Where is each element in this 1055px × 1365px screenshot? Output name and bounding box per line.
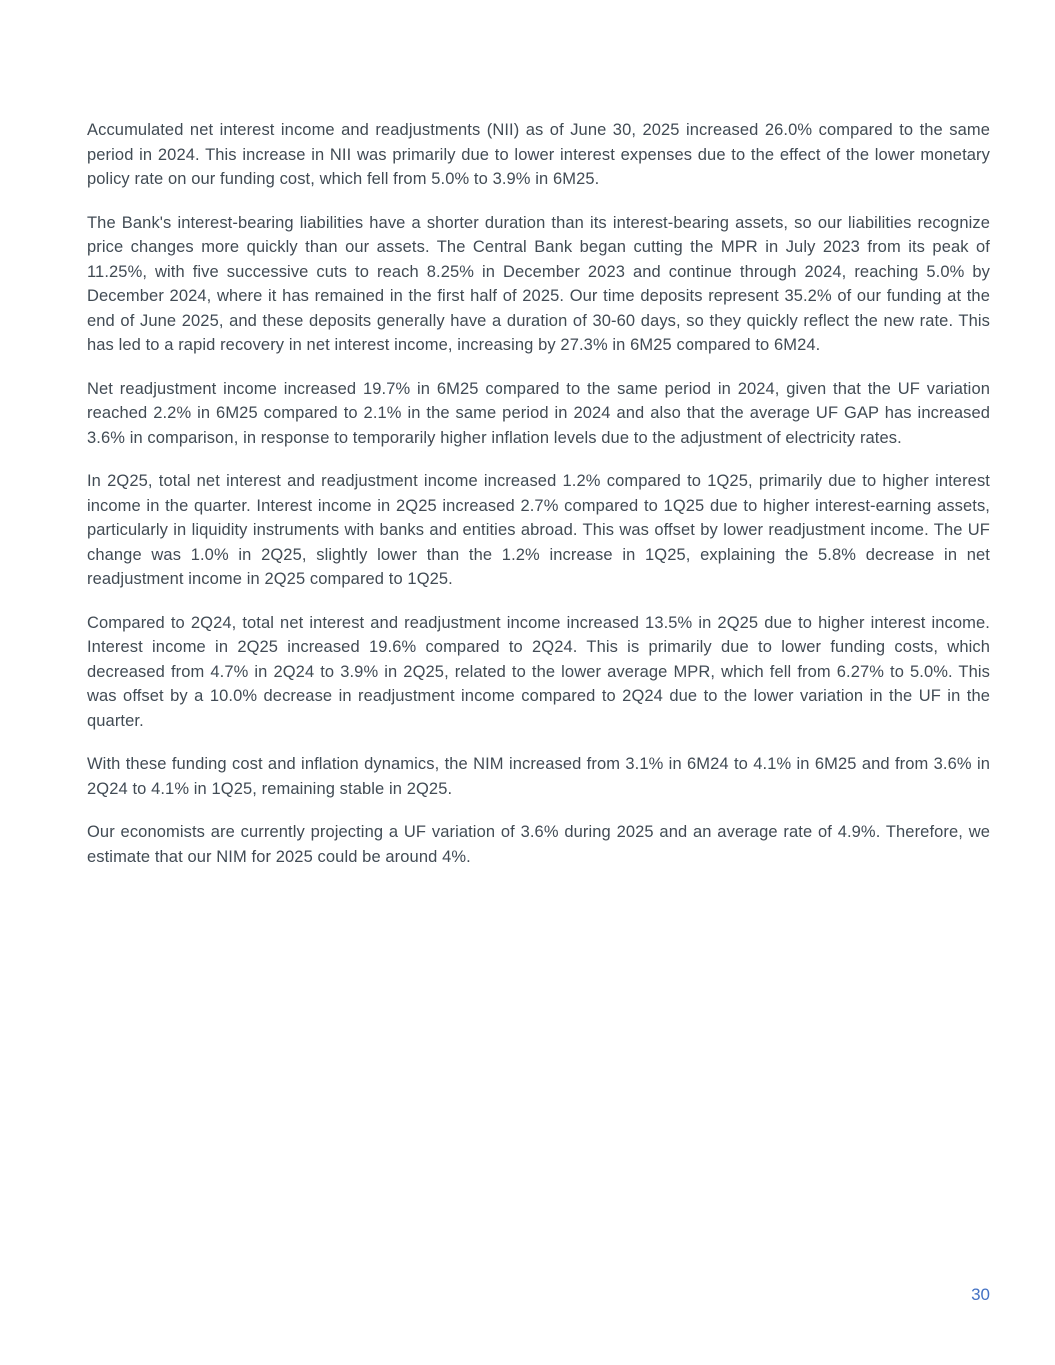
paragraph-2q25-vs-1q25: In 2Q25, total net interest and readjustment income increased 1.2% compared to 1Q25, primarily due to higher interest income in the quarter. Interest income in 2Q25 increased 2.7% compared to 1Q25 due to higher interest-earning assets, particularly in liquidity instruments with banks and entities abroad. This was offset by lower readjustment income. The UF change was 1.0% in 2Q25, slightly lower than the 1.2% increase in 1Q25, explaining the 5.8% decrease in net readjustment income in 2Q25 compared to 1Q25. [87, 472, 990, 588]
document-body [87, 118, 990, 888]
paragraph-liabilities-duration: The Bank's interest-bearing liabilities have a shorter duration than its interest-bearing assets, so our liabilities recognize price changes more quickly than our assets. The Central Bank began cutting the MPR in July 2023 from its peak of 11.25%, with five successive cuts to reach 8.25% in December 2023 and continue through 2024, reaching 5.0% by December 2024, where it has remained in the first half of 2025. Our time deposits represent 35.2% of our funding at the end of June 2025, and these deposits generally have a duration of 30-60 days, so they quickly reflect the new rate. This has led to a rapid recovery in net interest income, increasing by 27.3% in 6M25 compared to 6M24. [87, 213, 990, 354]
page-number: 30 [971, 1285, 990, 1304]
paragraph-nim-dynamics: With these funding cost and inflation dynamics, the NIM increased from 3.1% in 6M24 to 4.1% in 6M25 and from 3.6% in 2Q24 to 4.1% in 1Q25, remaining stable in 2Q25. [87, 755, 990, 798]
paragraph-accumulated-nii: Accumulated net interest income and readjustments (NII) as of June 30, 2025 increased 26.0% compared to the same period in 2024. This increase in NII was primarily due to lower interest expenses due to the effect of the lower monetary policy rate on our funding cost, which fell from 5.0% to 3.9% in 6M25. [87, 121, 990, 188]
paragraph-uf-projection: Our economists are currently projecting a UF variation of 3.6% during 2025 and an average rate of 4.9%. Therefore, we estimate that our NIM for 2025 could be around 4%. [87, 823, 990, 866]
paragraph-2q25-vs-2q24: Compared to 2Q24, total net interest and readjustment income increased 13.5% in 2Q25 due to higher interest income. Interest income in 2Q25 increased 19.6% compared to 2Q24. This is primarily due to lower funding costs, which decreased from 4.7% in 2Q24 to 3.9% in 2Q25, related to the lower average MPR, which fell from 6.27% to 5.0%. This was offset by a 10.0% decrease in readjustment income compared to 2Q24 due to the lower variation in the UF in the quarter. [87, 613, 990, 730]
paragraph-net-readjustment-income: Net readjustment income increased 19.7% in 6M25 compared to the same period in 2024, given that the UF variation reached 2.2% in 6M25 compared to 2.1% in the same period in 2024 and also that the average UF GAP has increased 3.6% in comparison, in response to temporarily higher inflation levels due to the adjustment of electricity rates. [87, 379, 990, 447]
